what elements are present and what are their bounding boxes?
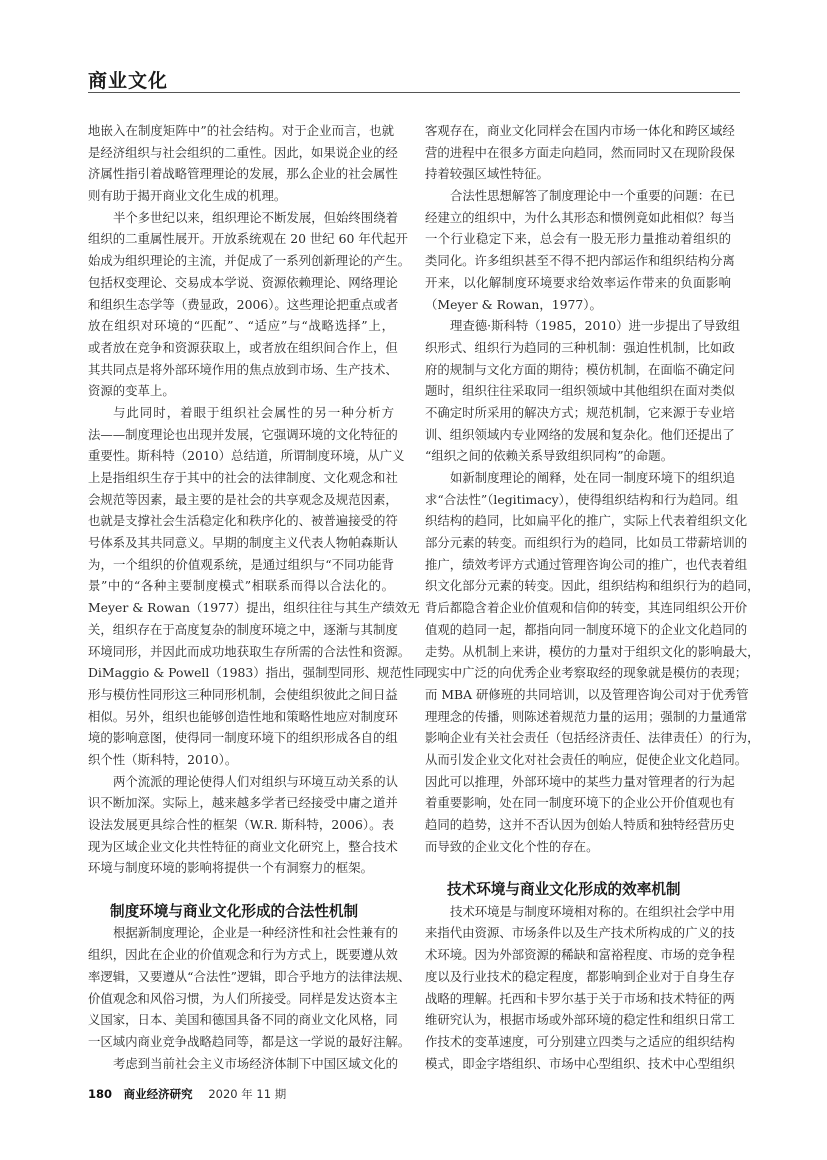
text-line: 相似。另外，组织也能够创造性地和策略性地应对制度环 [88, 708, 398, 724]
text-line: 织个性（斯科特，2010）。 [88, 751, 238, 767]
text-line: 模式，即金字塔组织、市场中心型组织、技术中心型组织 [425, 1055, 735, 1071]
paragraph [425, 901, 735, 1075]
text-line: 现实中广泛的向优秀企业考察取经的现象就是模仿的表现； [425, 665, 748, 681]
text-line: 推广，绩效考评方式通过管理咨询公司的推广，也代表着组 [425, 556, 748, 572]
header-divider [88, 92, 740, 93]
text-line: 一区域内商业竞争战略趋同等，都是这一学说的最好注解。 [88, 1033, 411, 1049]
paragraph [425, 185, 735, 315]
journal-name: 商业经济研究 [123, 1087, 193, 1101]
paragraph [425, 120, 735, 185]
text-line: 境的影响意图，使得同一制度环境下的组织形成各自的组 [88, 730, 398, 746]
text-line: 理理念的传播，则陈述着规范力量的运用；强制的力量通常 [425, 708, 748, 724]
text-line: 和组织生态学等（费显政，2006）。这些理论把重点或者 [88, 296, 399, 312]
left-column [88, 120, 427, 1074]
text-line: 始成为组织理论的主流，并促成了一系列创新理论的产生。 [88, 253, 411, 269]
paragraph [88, 922, 411, 1052]
text-line: 景”中的“各种主要制度模式”相联系而得以合法化的。 [88, 578, 394, 594]
text-line: 考虑到当前社会主义市场经济体制下中国区域文化的 [113, 1055, 398, 1071]
text-line: 包括权变理论、交易成本学说、资源依赖理论、网络理论 [88, 274, 398, 290]
text-line: 部分元素的转变。而组织行为的趋同，比如员工带薪培训的 [425, 535, 748, 551]
text-line: 率逻辑，又要遵从“合法性”逻辑，即合乎地方的法律法规、 [88, 968, 411, 984]
text-line: 客观存在，商业文化同样会在国内市场一体化和跨区域经 [425, 123, 735, 138]
text-line: 上是指组织生存于其中的社会的法律制度、文化观念和社 [88, 470, 398, 485]
text-line: 走势。从机制上来讲，模仿的力量对于组织文化的影响最大， [425, 643, 760, 659]
text-line: 号体系及其共同意义。早期的制度主义代表人物帕森斯认 [88, 535, 398, 551]
text-line: 如新制度理论的阐释，处在同一制度环境下的组织追 [450, 470, 735, 485]
text-line: 战略的理解。托西和卡罗尔基于关于市场和技术特征的两 [425, 990, 735, 1006]
text-line: 题时，组织往往采取同一组织领域中其他组织在面对类似 [425, 383, 735, 399]
text-line: 为，一个组织的价值观系统，是通过组织与“不同功能背 [88, 556, 394, 572]
text-line: 是经济组织与社会组织的二重性。因此，如果说企业的经 [88, 144, 398, 160]
text-line: 从而引发企业文化对社会责任的响应，促使企业文化趋同。 [425, 751, 748, 767]
text-line: 义国家，日本、美国和德国具备不同的商业文化风格，同 [88, 1012, 398, 1028]
text-line: 求“合法性”（legitimacy），使得组织结构和行为趋同。组 [425, 491, 739, 507]
page-footer [88, 1086, 286, 1102]
text-line: 值观的趋同一起，都指向同一制度环境下的企业文化趋同的 [425, 621, 748, 637]
page-number: 180 [88, 1087, 113, 1101]
text-line: 两个流派的理论使得人们对组织与环境互动关系的认 [113, 773, 398, 789]
text-line: 技术环境是与制度环境相对称的。在组织社会学中用 [450, 903, 735, 919]
paragraph [88, 120, 398, 207]
section-heading: 制度环境与商业文化形成的合法性机制 [110, 902, 359, 920]
text-line: 形与模仿性同形这三种同形机制，会使组织彼此之间日益 [88, 686, 398, 702]
text-line: 作技术的变革速度，可分别建立四类与之适应的组织结构 [425, 1033, 735, 1049]
text-line: 不确定时所采用的解决方式；规范机制，它来源于专业培 [425, 404, 735, 420]
issue-label: 2020 年 11 期 [208, 1087, 287, 1101]
text-line: Meyer & Rowan（1977）提出，组织往往与其生产绩效无 [88, 600, 420, 616]
text-line: 重要性。斯科特（2010）总结道，所谓制度环境，从广义 [88, 448, 405, 464]
text-line: 法——制度理论也出现并发展，它强调环境的文化特征的 [88, 426, 398, 442]
paragraph [425, 315, 741, 467]
text-line: 理查德·斯科特（1985，2010）进一步提出了导致组 [450, 318, 741, 334]
text-line: 府的规制与文化方面的期待；模仿机制，在面临不确定问 [425, 361, 735, 377]
text-line: 地嵌入在制度矩阵中”的社会结构。对于企业而言，也就 [88, 123, 394, 138]
text-line: DiMaggio & Powell（1983）指出，强制型同形、规范性同 [88, 665, 427, 681]
section-title: 商业文化 [88, 70, 169, 92]
text-line: “组织之间的依赖关系导致组织同构”的命题。 [425, 448, 674, 464]
text-line: 术环境。因为外部资源的稀缺和富裕程度、市场的竞争程 [425, 947, 735, 963]
text-line: 影响企业有关社会责任（包括经济责任、法律责任）的行为， [425, 730, 760, 746]
text-line: 根据新制度理论，企业是一种经济性和社会性兼有的 [113, 925, 398, 941]
spacer [425, 857, 731, 879]
text-line: 营的进程中在很多方面走向趋同，然而同时又在现阶段保 [425, 144, 735, 160]
text-line: 环境同形，并因此而成功地获取生存所需的合法性和资源。 [88, 643, 411, 659]
paragraph [88, 402, 427, 771]
text-line: 与此同时，着眼于组织社会属性的另一种分析方 [113, 404, 394, 420]
text-line: 济属性指引着战略管理理论的发展，那么企业的社会属性 [88, 166, 398, 182]
text-line: 资源的变革上。 [88, 383, 175, 399]
text-line: 织形式、组织行为趋同的三种机制：强迫性机制，比如政 [425, 339, 735, 355]
text-line: 一个行业稳定下来，总会有一股无形力量推动着组织的 [425, 231, 731, 247]
section-heading: 技术环境与商业文化形成的效率机制 [447, 881, 681, 899]
text-line: 因此可以推理，外部环境中的某些力量对管理者的行为起 [425, 773, 735, 789]
text-line: 组织的二重属性展开。开放系统观在 20 世纪 60 年代起开 [88, 231, 408, 247]
text-line: 半个多世纪以来，组织理论不断发展，但始终围绕着 [113, 209, 398, 225]
text-line: 开来，以化解制度环境要求给效率运作带来的负面影响 [425, 274, 731, 290]
text-line: 组织，因此在企业的价值观念和行为方式上，既要遵从效 [88, 947, 398, 963]
text-line: 放在组织对环境的“匹配”、“适应”与“战略选择”上， [88, 318, 394, 334]
text-line: 环境与制度环境的影响将提供一个有洞察力的框架。 [88, 860, 373, 876]
text-line: 识不断加深。实际上，越来越多学者已经接受中庸之道并 [88, 795, 398, 811]
text-line: （Meyer & Rowan，1977）。 [425, 296, 602, 312]
spacer [88, 879, 394, 901]
text-line: 训、组织领域内专业网络的发展和复杂化。他们还提出了 [425, 426, 735, 442]
text-line: 度以及行业技术的稳定程度，都影响到企业对于自身生存 [425, 968, 735, 984]
paragraph [88, 771, 398, 879]
text-line: 织文化部分元素的转变。因此，组织结构和组织行为的趋同， [425, 578, 760, 594]
text-line: 关，组织存在于高度复杂的制度环境之中，逐渐与其制度 [88, 621, 398, 637]
text-line: 合法性思想解答了制度理论中一个重要的问题：在已 [450, 188, 735, 204]
text-line: 会规范等因素，最主要的是社会的共享观念及规范因素， [88, 491, 398, 507]
text-line: 现为区域企业文化共性特征的商业文化研究上，整合技术 [88, 838, 398, 854]
paragraph [88, 207, 411, 402]
text-line: 织结构的趋同，比如扁平化的推广，实际上代表着组织文化 [425, 513, 748, 529]
text-line: 持着较强区域性特征。 [425, 166, 549, 182]
text-line: 来指代由资源、市场条件以及生产技术所构成的广义的技 [425, 925, 735, 941]
paragraph [88, 1053, 398, 1075]
text-line: 背后都隐含着企业价值观和信仰的转变，其连同组织公开价 [425, 600, 748, 616]
text-line: 设法发展更具综合性的框架（W.R. 斯科特，2006）。表 [88, 817, 394, 832]
text-line: 着重要影响，处在同一制度环境下的企业公开价值观也有 [425, 795, 735, 811]
text-line: 而导致的企业文化个性的存在。 [425, 838, 599, 854]
text-line: 则有助于揭开商业文化生成的机理。 [88, 188, 287, 204]
text-line: 价值观念和风俗习惯，为人们所接受。同样是发达资本主 [88, 990, 398, 1006]
right-column [425, 120, 760, 1074]
text-line: 趋同的趋势，这并不否认因为创始人特质和独特经营历史 [425, 817, 735, 832]
paragraph [425, 467, 760, 857]
text-line: 其共同点是将外部环境作用的焦点放到市场、生产技术、 [88, 361, 398, 377]
text-line: 类同化。许多组织甚至不得不把内部运作和组织结构分离 [425, 253, 735, 269]
text-line: 也就是支撑社会生活稳定化和秩序化的、被普遍接受的符 [88, 513, 398, 529]
text-line: 或者放在竞争和资源获取上，或者放在组织间合作上，但 [88, 339, 398, 355]
text-line: 经建立的组织中，为什么其形态和惯例竟如此相似？每当 [425, 209, 735, 225]
text-line: 而 MBA 研修班的共同培训，以及管理咨询公司对于优秀管 [425, 686, 749, 702]
text-line: 维研究认为，根据市场或外部环境的稳定性和组织日常工 [425, 1012, 735, 1028]
